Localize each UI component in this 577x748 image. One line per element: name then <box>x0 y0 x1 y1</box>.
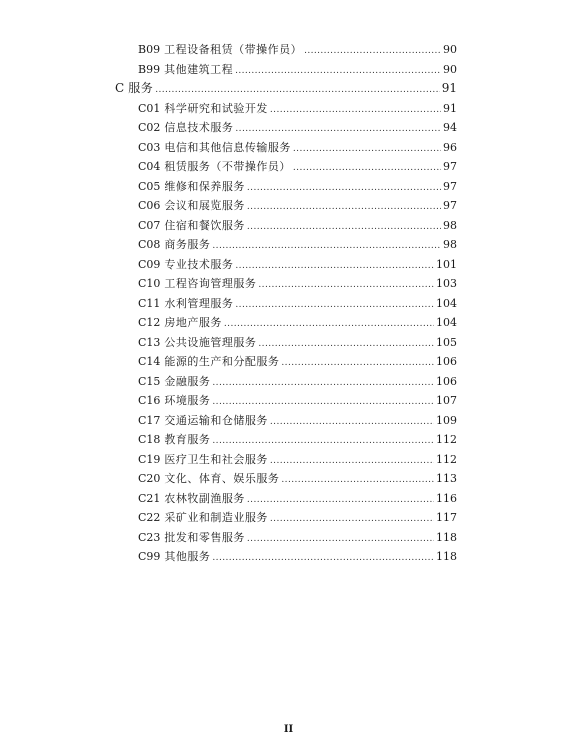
dot-leader <box>247 530 434 550</box>
toc-entry[interactable] <box>115 196 457 216</box>
toc-code: C18 <box>138 433 161 446</box>
toc-page-number: 118 <box>436 550 457 563</box>
page-number: II <box>283 724 294 735</box>
toc-entry[interactable] <box>115 138 457 158</box>
toc-entry[interactable] <box>115 157 457 177</box>
toc-title: 环境服务 <box>164 394 211 407</box>
toc-title: 其他建筑工程 <box>164 62 234 76</box>
toc-title: 公共设施管理服务 <box>164 335 257 349</box>
toc-page-number: 112 <box>436 433 457 446</box>
toc-entry[interactable] <box>115 118 457 138</box>
toc-entry[interactable] <box>115 274 457 294</box>
toc-code: C02 <box>138 121 161 134</box>
toc-entry[interactable] <box>115 235 457 255</box>
toc-code: C17 <box>138 413 161 427</box>
toc-title: 租赁服务（不带操作员） <box>164 160 291 173</box>
toc-section-entry[interactable] <box>115 79 457 99</box>
dot-leader <box>247 198 441 218</box>
toc-page-number: 104 <box>436 296 457 310</box>
toc-title: 教育服务 <box>164 433 211 446</box>
toc-code: C16 <box>138 394 161 407</box>
toc-code: C14 <box>138 355 161 368</box>
toc-title: 住宿和餐饮服务 <box>164 218 245 232</box>
toc-code: C10 <box>138 277 161 290</box>
toc-code: B99 <box>138 62 161 76</box>
toc-title: 会议和展览服务 <box>164 199 245 212</box>
toc-entry[interactable] <box>115 333 457 353</box>
dot-leader <box>258 335 434 355</box>
dot-leader <box>212 549 434 569</box>
toc-title: 商务服务 <box>164 238 211 251</box>
toc-page-number: 98 <box>443 238 457 251</box>
toc-page-number: 112 <box>436 452 457 466</box>
toc-page-number: 97 <box>443 160 457 173</box>
toc-title: 信息技术服务 <box>164 121 234 134</box>
toc-entry[interactable] <box>115 528 457 548</box>
dot-leader <box>247 179 441 199</box>
toc-title: 工程咨询管理服务 <box>164 277 257 290</box>
toc-entry[interactable] <box>115 99 457 119</box>
toc-title: 文化、体育、娱乐服务 <box>164 472 280 485</box>
toc-code: C22 <box>138 511 161 524</box>
toc-code: B09 <box>138 43 161 56</box>
toc-entry[interactable] <box>115 216 457 236</box>
toc-code: C21 <box>138 491 161 505</box>
toc-code: C05 <box>138 179 161 193</box>
toc-title: 医疗卫生和社会服务 <box>164 452 268 466</box>
toc-page-number: 117 <box>436 511 457 524</box>
dot-leader <box>270 452 434 472</box>
toc-entry[interactable] <box>115 294 457 314</box>
dot-leader <box>247 218 441 238</box>
dot-leader <box>270 510 434 530</box>
dot-leader <box>270 101 441 121</box>
toc-code: C09 <box>138 257 161 271</box>
toc-page-number: 113 <box>436 472 457 485</box>
toc-entry[interactable] <box>115 372 457 392</box>
toc-page-number: 116 <box>436 491 457 505</box>
toc-code: C20 <box>138 472 161 485</box>
toc-entry[interactable] <box>115 177 457 197</box>
toc-entry[interactable] <box>115 60 457 80</box>
toc-code: C06 <box>138 199 161 212</box>
dot-leader <box>235 257 434 277</box>
toc-code: C11 <box>138 296 161 310</box>
toc-code: C04 <box>138 160 161 173</box>
toc-title: 工程设备租赁（带操作员） <box>164 43 303 56</box>
toc-page-number: 94 <box>443 121 457 134</box>
dot-leader <box>247 491 434 511</box>
toc-code: C07 <box>138 218 161 232</box>
dot-leader <box>293 140 441 160</box>
dot-leader <box>304 42 441 62</box>
toc-entry[interactable] <box>115 313 457 333</box>
toc-page-number: 106 <box>436 374 457 388</box>
dot-leader <box>212 237 441 257</box>
toc-entry[interactable] <box>115 469 457 489</box>
toc-title: 金融服务 <box>164 374 211 388</box>
toc-title: 科学研究和试验开发 <box>164 101 268 115</box>
toc-title: 采矿业和制造业服务 <box>164 511 268 524</box>
toc-entry[interactable] <box>115 489 457 509</box>
toc-title: 批发和零售服务 <box>164 530 245 544</box>
toc-entry[interactable] <box>115 411 457 431</box>
toc-title: 农林牧副渔服务 <box>164 491 245 505</box>
toc-page-number: 96 <box>443 140 457 154</box>
toc-title: 水利管理服务 <box>164 296 234 310</box>
toc-title: 电信和其他信息传输服务 <box>164 140 291 154</box>
toc-page-number: 98 <box>443 218 457 232</box>
dot-leader <box>281 354 434 374</box>
toc-page-number: 97 <box>443 179 457 193</box>
dot-leader <box>281 471 434 491</box>
toc-page-number: 107 <box>436 394 457 407</box>
table-of-contents <box>115 40 457 567</box>
toc-entry[interactable] <box>115 547 457 567</box>
toc-code: C23 <box>138 530 161 544</box>
toc-code: C01 <box>138 101 161 115</box>
dot-leader <box>212 374 434 394</box>
toc-entry[interactable] <box>115 508 457 528</box>
toc-code: C99 <box>138 550 161 563</box>
toc-page-number: 90 <box>443 62 457 76</box>
toc-page-number: 105 <box>436 335 457 349</box>
toc-title: 服务 <box>128 81 154 95</box>
toc-entry[interactable] <box>115 391 457 411</box>
dot-leader <box>258 276 434 296</box>
toc-title: 交通运输和仓储服务 <box>164 413 268 427</box>
toc-page-number: 101 <box>436 257 457 271</box>
toc-page-number: 104 <box>436 316 457 329</box>
toc-title: 房地产服务 <box>164 316 222 329</box>
toc-page-number: 91 <box>441 81 457 95</box>
dot-leader <box>270 413 434 433</box>
toc-code: C13 <box>138 335 161 349</box>
toc-entry[interactable] <box>115 450 457 470</box>
toc-code: C15 <box>138 374 161 388</box>
toc-entry[interactable] <box>115 255 457 275</box>
dot-leader <box>235 296 434 316</box>
toc-title: 能源的生产和分配服务 <box>164 355 280 368</box>
toc-code: C <box>115 81 125 95</box>
toc-code: C08 <box>138 238 161 251</box>
toc-title: 其他服务 <box>164 550 211 563</box>
toc-page-number: 91 <box>443 101 457 115</box>
dot-leader <box>235 62 441 82</box>
toc-code: C03 <box>138 140 161 154</box>
toc-code: C19 <box>138 452 161 466</box>
toc-page-number: 109 <box>436 413 457 427</box>
toc-entry[interactable] <box>115 40 457 60</box>
toc-page-number: 118 <box>436 530 457 544</box>
toc-title: 维修和保养服务 <box>164 179 245 193</box>
toc-entry[interactable] <box>115 352 457 372</box>
toc-page-number: 103 <box>436 277 457 290</box>
toc-title: 专业技术服务 <box>164 257 234 271</box>
toc-page-number: 106 <box>436 355 457 368</box>
toc-entry[interactable] <box>115 430 457 450</box>
toc-page-number: 97 <box>443 199 457 212</box>
toc-page-number: 90 <box>443 43 457 56</box>
toc-code: C12 <box>138 316 161 329</box>
dot-leader <box>293 159 441 179</box>
